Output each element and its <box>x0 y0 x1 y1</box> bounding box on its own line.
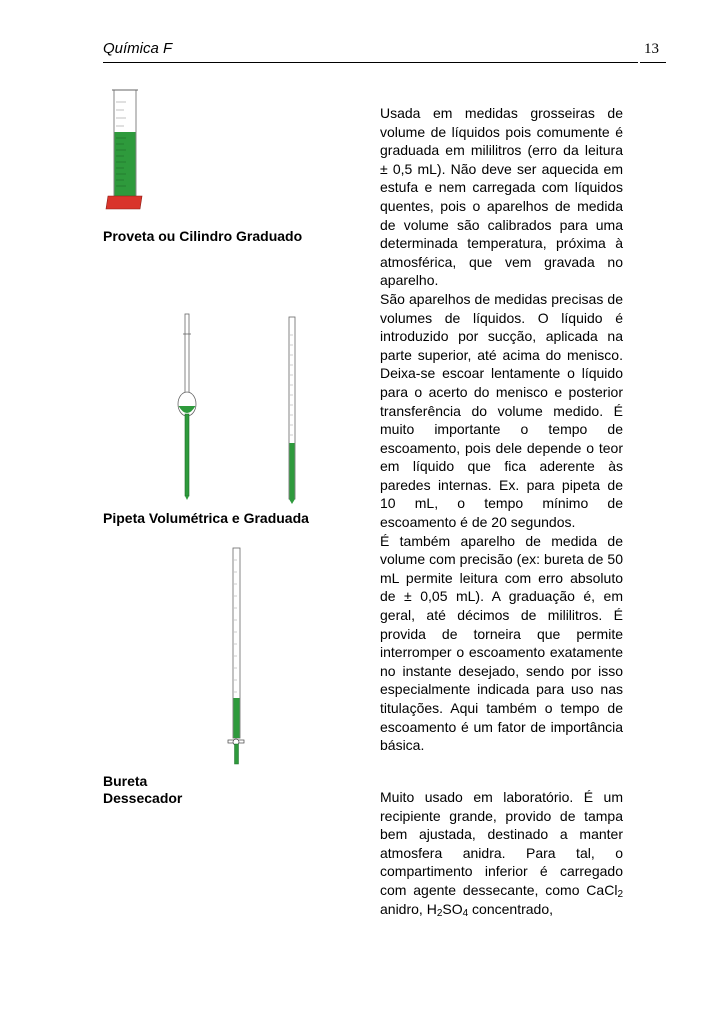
label-bureta: Bureta <box>103 773 148 789</box>
label-pipeta: Pipeta Volumétrica e Graduada <box>103 510 309 526</box>
header-rule <box>103 62 638 63</box>
buret-illustration <box>224 546 248 768</box>
paragraph-pipeta: São aparelhos de medidas precisas de volumes de líquidos. O líquido é introduzido por sucção, aplicada na parte superior, até acima do menisco. Deixa-se escoar lentamente o líquido para o acerto do menisco e posterior transferência do volume medido. É muito importante o tempo de escoamento, pois dele depende o teor em líquido que fica aderente às paredes internas. Ex. para pipeta de 10 mL, o tempo mínimo de escoamento é de 20 segundos. <box>380 290 623 531</box>
label-dessecador: Dessecador <box>103 790 183 806</box>
graduated-cylinder-illustration <box>104 88 144 213</box>
header-rule-page <box>640 62 666 63</box>
paragraph-dessecador: Muito usado em laboratório. É um recipiente grande, provido de tampa bem ajustada, destinado a manter atmosfera anidra. Para tal, o compartimento inferior é carregado com agente dessecante, como CaCl$_2$ anidro, $H_2SO_4$ concentrado, <box>380 789 623 919</box>
text-dessecador <box>380 788 623 918</box>
page-number: 13 <box>644 41 659 57</box>
header-title: Química F <box>103 40 173 57</box>
volumetric-pipette-illustration <box>175 312 199 502</box>
label-proveta: Proveta ou Cilindro Graduado <box>103 228 303 244</box>
graduated-pipette-illustration <box>285 315 299 505</box>
text-proveta <box>380 104 623 755</box>
paragraph-bureta: É também aparelho de medida de volume com precisão (ex: bureta de 50 mL permite leitura com erro absoluto de ± 0,05 mL). A graduação é, em geral, até décimos de mililitros. É provida de torneira que permite interromper o escoamento exatamente no instante desejado, sendo por isso especialmente indicada para uso nas titulações. Aqui também o tempo de escoamento é um fator de importância básica. <box>380 532 623 754</box>
paragraph-proveta: Usada em medidas grosseiras de volume de líquidos pois comumente é graduada em mililitros (erro da leitura ± 0,5 mL). Não deve ser aquecida em estufa e nem carregada com líquidos quentes, pois o aparelhos de medida de volume são calibrados para uma determinada temperatura, próxima à atmosférica, que vem gravada no aparelho. <box>380 105 623 289</box>
